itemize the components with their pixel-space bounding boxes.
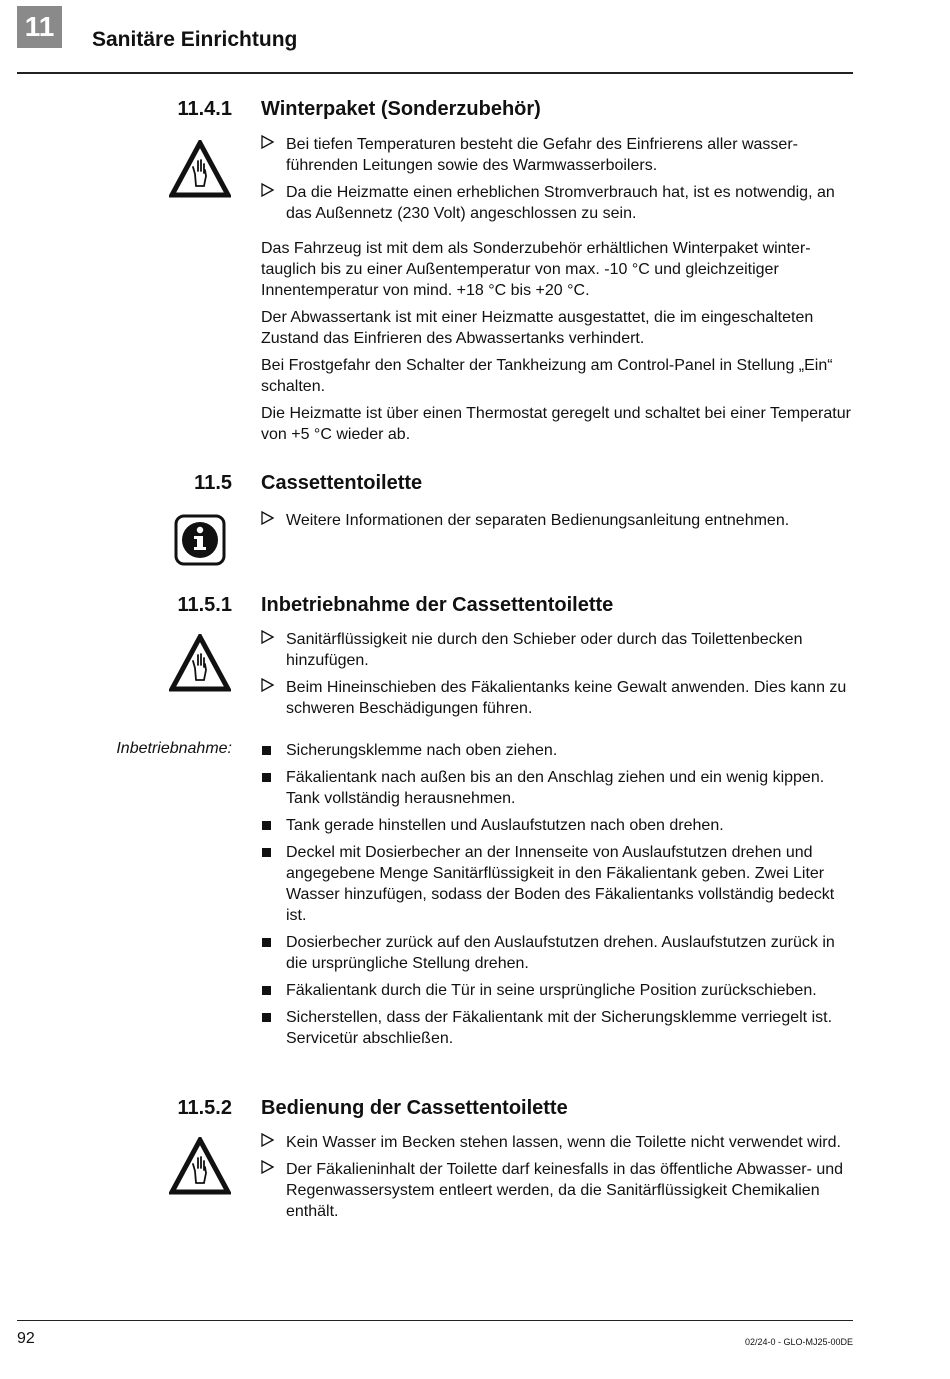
warning-item <box>261 1159 853 1222</box>
note-item <box>261 510 853 531</box>
warning-hand-icon <box>169 634 231 697</box>
section-title: Inbetriebnahme der Cassettentoilette <box>261 594 614 616</box>
body-paragraph: Das Fahrzeug ist mit dem als Sonderzubehör erhältlichen Winterpaket wintertauglich bis zu einer Außentemperatur von max. -10 °C und gleichzeitiger Innentemperatur von mind. +18 °C bis +20 °C. <box>261 240 811 299</box>
step-item <box>261 740 853 761</box>
triangle-bullet-icon <box>261 510 281 531</box>
note-text: Weitere Informationen der separaten Bedienungsanleitung entnehmen. <box>286 512 790 529</box>
square-bullet-icon <box>262 1013 271 1022</box>
section-title: Winterpaket (Sonderzubehör) <box>261 98 541 120</box>
square-bullet-icon <box>262 773 271 782</box>
square-bullet-icon <box>262 986 271 995</box>
warning-text: Kein Wasser im Becken stehen lassen, wenn die Toilette nicht verwendet wird. <box>286 1134 841 1151</box>
warning-text: Sanitärflüssigkeit nie durch den Schieber oder durch das Toilettenbecken hinzufügen. <box>286 631 803 669</box>
warning-text: Da die Heizmatte einen erheblichen Stromverbrauch hat, ist es notwendig, an das Außennetz (230 Volt) angeschlossen zu sein. <box>286 184 835 222</box>
header-divider <box>17 72 853 74</box>
triangle-bullet-icon <box>261 677 281 698</box>
triangle-bullet-icon <box>261 1159 281 1180</box>
warning-item <box>261 1132 853 1153</box>
warning-hand-icon <box>169 1137 231 1200</box>
chapter-title: Sanitäre Einrichtung <box>92 28 298 51</box>
square-bullet-icon <box>262 821 271 830</box>
step-text: Fäkalientank durch die Tür in seine ursprüngliche Position zurückschieben. <box>286 982 817 999</box>
warning-text: Der Fäkalieninhalt der Toilette darf keinesfalls in das öffentliche Abwasser- und Regenwassersystem entleert werden, da die Sanitärflüssigkeit Chemikalien enthält. <box>286 1161 844 1220</box>
step-item <box>261 767 853 809</box>
triangle-bullet-icon <box>261 182 281 203</box>
footer-divider <box>17 1320 853 1321</box>
step-item <box>261 980 853 1001</box>
step-text: Fäkalientank nach außen bis an den Anschlag ziehen und ein wenig kippen. Tank vollständig herausnehmen. <box>286 769 825 807</box>
steps-label: Inbetriebnahme: <box>116 740 232 757</box>
triangle-bullet-icon <box>261 134 281 155</box>
warning-text: Bei tiefen Temperaturen besteht die Gefahr des Einfrierens aller wasserführenden Leitungen sowie des Warmwasserboilers. <box>286 136 798 174</box>
section-number: 11.4.1 <box>177 98 232 120</box>
step-item <box>261 1007 853 1049</box>
square-bullet-icon <box>262 848 271 857</box>
warning-item <box>261 182 853 224</box>
triangle-bullet-icon <box>261 629 281 650</box>
step-text: Tank gerade hinstellen und Auslaufstutzen nach oben drehen. <box>286 817 724 834</box>
section-number: 11.5.1 <box>177 594 232 616</box>
triangle-bullet-icon <box>261 1132 281 1153</box>
section-title: Bedienung der Cassettentoilette <box>261 1097 568 1119</box>
warning-item <box>261 677 853 719</box>
step-item <box>261 932 853 974</box>
warning-text: Beim Hineinschieben des Fäkalientanks keine Gewalt anwenden. Dies kann zu schweren Beschädigungen führen. <box>286 679 847 717</box>
warning-item <box>261 629 853 671</box>
step-text: Sicherstellen, dass der Fäkalientank mit der Sicherungsklemme verriegelt ist. Servicetür abschließen. <box>286 1009 833 1047</box>
step-text: Deckel mit Dosierbecher an der Innenseite von Auslaufstutzen drehen und angegebene Menge Sanitärflüssigkeit in den Fäkalientank geben. Zwei Liter Wasser hinzufügen, sodass der Boden des Fäkalientanks vollständig bedeckt ist. <box>286 844 835 924</box>
page-number: 92 <box>17 1330 35 1347</box>
chapter-number-badge: 11 <box>17 6 62 48</box>
body-paragraph: Bei Frostgefahr den Schalter der Tankheizung am Control-Panel in Stellung „Ein“ schalten. <box>261 357 833 395</box>
info-icon <box>174 514 226 571</box>
section-number: 11.5 <box>194 472 232 494</box>
step-item <box>261 842 853 926</box>
warning-item <box>261 134 853 176</box>
square-bullet-icon <box>262 746 271 755</box>
body-paragraph: Der Abwassertank ist mit einer Heizmatte ausgestattet, die im eingeschalteten Zustand das Einfrieren des Abwassertanks verhindert. <box>261 309 814 347</box>
step-text: Dosierbecher zurück auf den Auslaufstutzen drehen. Auslaufstutzen zurück in die ursprüngliche Stellung drehen. <box>286 934 835 972</box>
step-text: Sicherungsklemme nach oben ziehen. <box>286 742 558 759</box>
square-bullet-icon <box>262 938 271 947</box>
document-code: 02/24-0 - GLO-MJ25-00DE <box>744 1337 853 1347</box>
warning-hand-icon <box>169 140 231 203</box>
body-paragraph: Die Heizmatte ist über einen Thermostat geregelt und schaltet bei einer Temperatur von +5 °C wieder ab. <box>261 405 851 443</box>
section-number: 11.5.2 <box>177 1097 232 1119</box>
section-title: Cassettentoilette <box>261 472 423 494</box>
step-item <box>261 815 853 836</box>
